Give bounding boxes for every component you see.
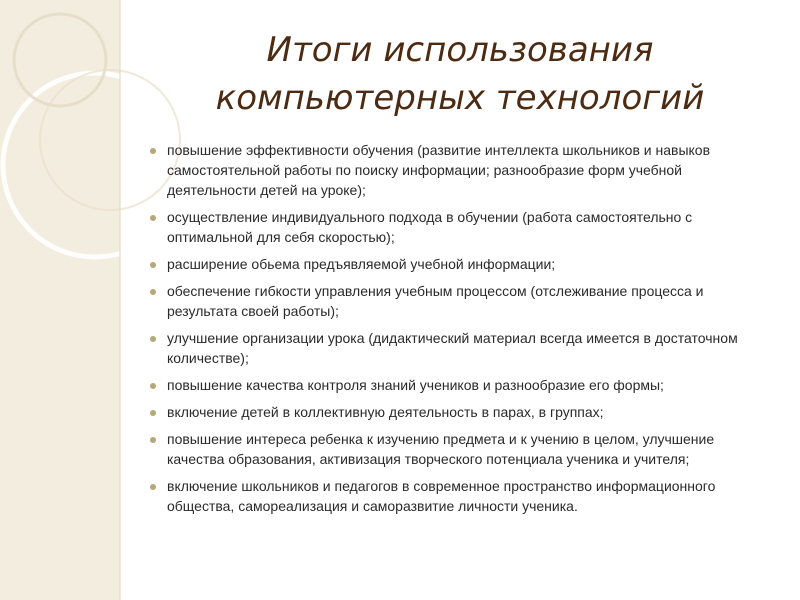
title-line-2: компьютерных технологий <box>215 78 705 118</box>
bullet-text: повышение качества контроля знаний учеников и разнообразие его формы; <box>167 377 664 393</box>
bullet-icon <box>150 289 156 295</box>
title-line-1: Итоги использования <box>266 30 654 70</box>
bullet-icon <box>150 410 156 416</box>
bullet-icon <box>150 336 156 342</box>
list-item <box>150 281 775 321</box>
list-item <box>150 402 775 422</box>
bullet-icon <box>150 215 156 221</box>
left-decor-band <box>0 0 120 600</box>
list-item <box>150 476 775 516</box>
bullet-icon <box>150 437 156 443</box>
bullet-text: включение школьников и педагогов в современное пространство информационного общества, самореализация и саморазвитие личности ученика. <box>167 478 716 514</box>
bullet-icon <box>150 262 156 268</box>
bullet-text: включение детей в коллективную деятельность в парах, в группах; <box>167 404 604 420</box>
list-item <box>150 375 775 395</box>
bullet-text: осуществление индивидуального подхода в обучении (работа самостоятельно с оптимальной для себя скоростью); <box>167 209 693 245</box>
list-item <box>150 254 775 274</box>
list-item <box>150 207 775 247</box>
bullet-text: расширение обьема предъявляемой учебной информации; <box>167 256 556 272</box>
bullet-icon <box>150 148 156 154</box>
list-item <box>150 328 775 368</box>
bullet-icon <box>150 484 156 490</box>
list-item <box>150 140 775 200</box>
bullet-text: улучшение организации урока (дидактический материал всегда имеется в достаточном количестве); <box>167 330 738 366</box>
bullet-text: повышение эффективности обучения (развитие интеллекта школьников и навыков самостоятельной работы по поиску информации; разнообразие форм учебной деятельности детей на уроке); <box>167 142 711 198</box>
bullet-icon <box>150 383 156 389</box>
bullet-text: обеспечение гибкости управления учебным процессом (отслеживание процесса и результата своей работы); <box>167 283 704 319</box>
slide-title <box>150 26 770 122</box>
list-item <box>150 429 775 469</box>
bullet-list <box>150 140 775 523</box>
bullet-text: повышение интереса ребенка к изучению предмета и к учению в целом, улучшение качества образования, активизация творческого потенциала ученика и учителя; <box>167 431 715 467</box>
